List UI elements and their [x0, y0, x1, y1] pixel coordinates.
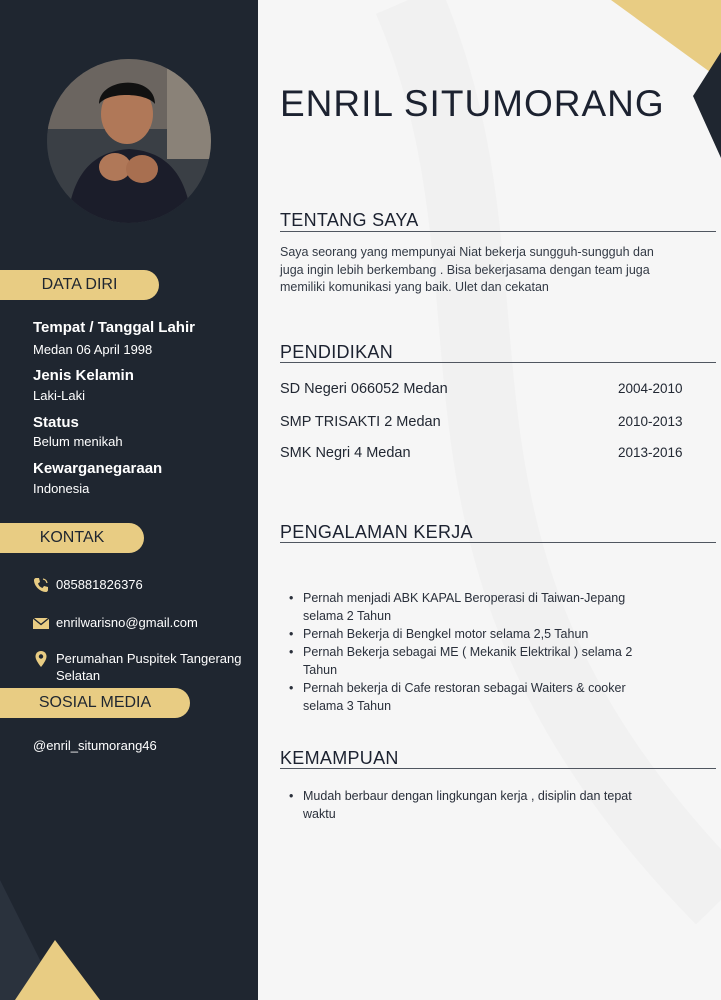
education-years: 2004-2010	[618, 381, 683, 396]
address-line-2: Selatan	[56, 668, 101, 683]
field-label-status: Status	[33, 414, 79, 431]
sosial-media-heading: SOSIAL MEDIA	[0, 688, 190, 718]
data-diri-heading: DATA DIRI	[0, 270, 159, 300]
experience-line: selama 3 Tahun	[303, 699, 392, 713]
experience-item	[303, 679, 698, 715]
about-line: juga ingin lebih berkembang . Bisa bekerjasama dengan team juga	[280, 262, 650, 277]
mail-icon	[32, 614, 50, 632]
experience-line: Tahun	[303, 663, 338, 677]
about-rule	[280, 231, 716, 232]
field-value-status: Belum menikah	[33, 434, 123, 449]
experience-item	[303, 625, 698, 643]
skills-title: KEMAMPUAN	[280, 748, 399, 768]
contact-email[interactable]	[32, 614, 198, 632]
profile-photo	[47, 59, 211, 223]
education-school: SD Negeri 066052 Medan	[280, 381, 448, 397]
skills-list	[303, 787, 698, 823]
sidebar	[0, 0, 258, 1000]
about-line: memiliki komunikasi yang baik. Ulet dan cekatan	[280, 280, 549, 294]
background-swirl	[258, 0, 721, 1000]
field-value-nationality: Indonesia	[33, 481, 90, 496]
phone-icon	[32, 576, 50, 594]
skills-rule	[280, 768, 716, 769]
skill-line: waktu	[303, 807, 336, 821]
experience-title: PENGALAMAN KERJA	[280, 522, 473, 542]
education-school: SMK Negri 4 Medan	[280, 445, 411, 461]
field-label-gender: Jenis Kelamin	[33, 367, 134, 384]
education-row	[280, 381, 690, 397]
about-line: Saya seorang yang mempunyai Niat bekerja sungguh-sungguh dan	[280, 245, 654, 259]
address	[56, 650, 242, 684]
field-label-nationality: Kewarganegaraan	[33, 460, 163, 477]
education-years: 2010-2013	[618, 414, 683, 429]
sidebar-decoration	[0, 860, 258, 1000]
education-row	[280, 414, 690, 430]
skill-item	[303, 787, 698, 823]
location-pin-icon	[32, 650, 50, 668]
education-row	[280, 445, 690, 461]
field-label-birth: Tempat / Tanggal Lahir	[33, 319, 195, 336]
contact-address	[32, 650, 242, 684]
main-content	[258, 0, 721, 1000]
experience-line: Pernah bekerja di Cafe restoran sebagai Waiters & cooker	[303, 681, 626, 695]
education-years: 2013-2016	[618, 445, 683, 460]
experience-line: Pernah Bekerja sebagai ME ( Mekanik Elektrikal ) selama 2	[303, 645, 633, 659]
experience-list	[303, 589, 698, 715]
skill-line: Mudah berbaur dengan lingkungan kerja , disiplin dan tepat	[303, 789, 632, 803]
experience-line: selama 2 Tahun	[303, 609, 392, 623]
address-line-1: Perumahan Puspitek Tangerang	[56, 651, 242, 666]
social-handle[interactable]: @enril_situmorang46	[33, 738, 157, 753]
field-value-birth: Medan 06 April 1998	[33, 342, 153, 357]
education-title: PENDIDIKAN	[280, 342, 394, 362]
field-value-gender: Laki-Laki	[33, 388, 86, 403]
experience-item	[303, 643, 698, 679]
education-school: SMP TRISAKTI 2 Medan	[280, 414, 441, 430]
experience-item	[303, 589, 698, 625]
contact-phone[interactable]	[32, 576, 143, 594]
about-title: TENTANG SAYA	[280, 210, 419, 230]
education-rule	[280, 362, 716, 363]
experience-rule	[280, 542, 716, 543]
person-name: ENRIL SITUMORANG	[280, 83, 665, 124]
email-address: enrilwarisno@gmail.com	[56, 615, 198, 630]
kontak-heading: KONTAK	[0, 523, 144, 553]
experience-line: Pernah Bekerja di Bengkel motor selama 2,5 Tahun	[303, 627, 589, 641]
phone-number: 085881826376	[56, 577, 143, 592]
experience-line: Pernah menjadi ABK KAPAL Beroperasi di Taiwan-Jepang	[303, 591, 626, 605]
about-text	[280, 244, 710, 297]
